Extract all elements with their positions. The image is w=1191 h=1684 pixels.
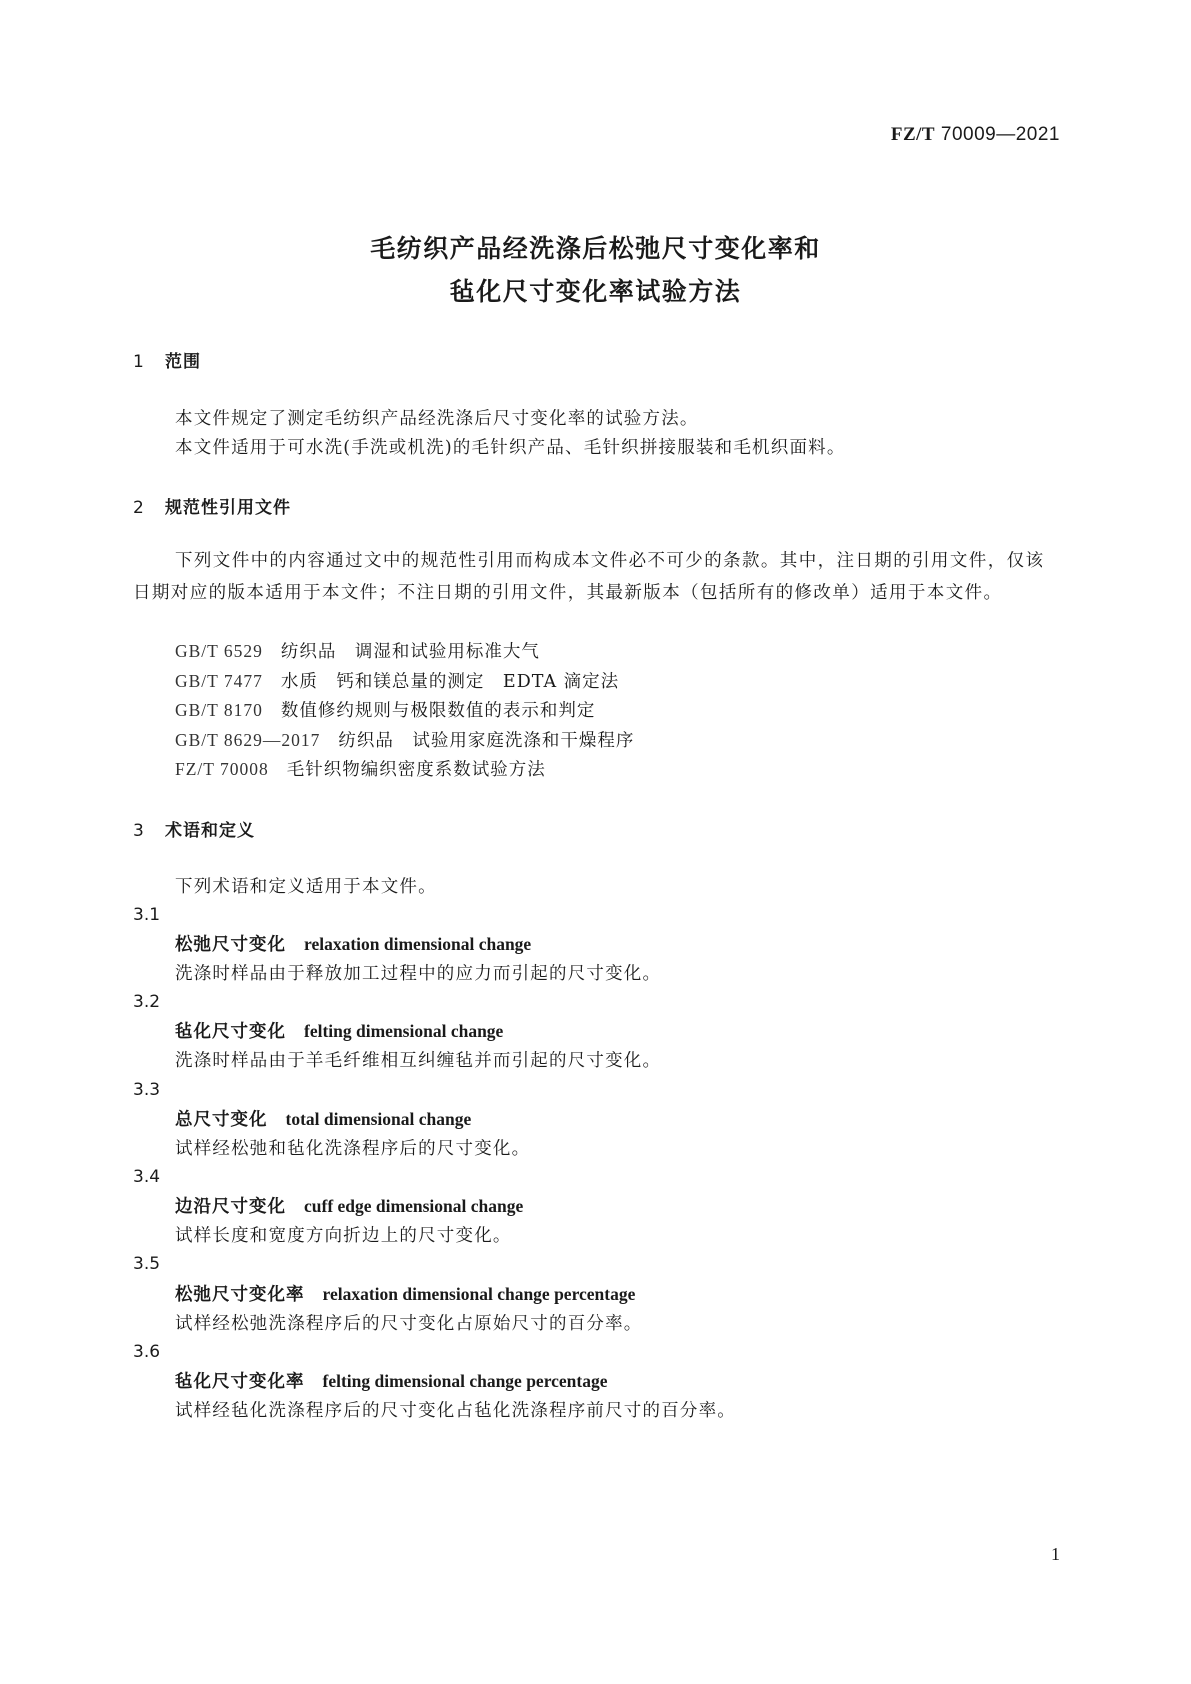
document-title-line-2: 毡化尺寸变化率试验方法 bbox=[449, 277, 742, 306]
term-name-en: total dimensional change bbox=[285, 1109, 472, 1129]
reference-code: GB/T 7477 bbox=[175, 671, 263, 691]
term-name-zh: 毡化尺寸变化 bbox=[175, 1022, 286, 1042]
term-name bbox=[175, 1281, 635, 1306]
reference-title: 纺织品 调湿和试验用标准大气 bbox=[280, 642, 540, 662]
reference-title: 纺织品 试验用家庭洗涤和干燥程序 bbox=[338, 731, 635, 751]
term-name-zh: 松弛尺寸变化 bbox=[175, 935, 286, 955]
reference-item bbox=[175, 756, 546, 781]
reference-code: GB/T 6529 bbox=[175, 641, 263, 661]
reference-title: 水质 钙和镁总量的测定 EDTA 滴定法 bbox=[280, 672, 620, 692]
standard-code-number: 70009—2021 bbox=[940, 124, 1060, 145]
reference-code: GB/T 8629—2017 bbox=[175, 730, 321, 750]
section-title: 术语和定义 bbox=[165, 821, 255, 841]
term-name bbox=[175, 1368, 608, 1393]
reference-title: 数值修约规则与极限数值的表示和判定 bbox=[280, 701, 596, 721]
term-name bbox=[175, 1193, 523, 1218]
term-name-en: relaxation dimensional change percentage bbox=[322, 1284, 636, 1304]
reference-item bbox=[175, 668, 619, 693]
terms-intro: 下列术语和定义适用于本文件。 bbox=[175, 877, 437, 897]
term-name bbox=[175, 1018, 503, 1043]
term-name bbox=[175, 931, 531, 956]
section-3-heading bbox=[133, 816, 255, 841]
document-title-line-1: 毛纺织产品经洗涤后松弛尺寸变化率和 bbox=[370, 234, 821, 263]
references-intro: 下列文件中的内容通过文中的规范性引用而构成本文件必不可少的条款。其中，注日期的引用文件，仅该日期对应的版本适用于本文件；不注日期的引用文件，其最新版本（包括所有的修改单）适用于本文件。 bbox=[133, 551, 1045, 603]
term-name bbox=[175, 1106, 471, 1131]
term-name-zh: 毡化尺寸变化率 bbox=[175, 1372, 305, 1392]
reference-code: FZ/T 70008 bbox=[175, 759, 269, 779]
term-definition: 试样长度和宽度方向折边上的尺寸变化。 bbox=[175, 1226, 512, 1246]
reference-item bbox=[175, 638, 540, 663]
term-definition: 试样经松弛洗涤程序后的尺寸变化占原始尺寸的百分率。 bbox=[175, 1314, 643, 1334]
standard-code-prefix: FZ/T bbox=[890, 124, 936, 145]
term-name-en: cuff edge dimensional change bbox=[304, 1196, 524, 1216]
term-definition: 洗涤时样品由于羊毛纤维相互纠缠毡并而引起的尺寸变化。 bbox=[175, 1051, 662, 1071]
section-number: 1 bbox=[133, 352, 145, 372]
term-number: 3.4 bbox=[133, 1167, 161, 1187]
term-name-zh: 总尺寸变化 bbox=[175, 1110, 268, 1130]
scope-paragraph-2: 本文件适用于可水洗(手洗或机洗)的毛针织产品、毛针织拼接服装和毛机织面料。 bbox=[175, 438, 846, 458]
term-number: 3.6 bbox=[133, 1342, 161, 1362]
term-number: 3.2 bbox=[133, 992, 161, 1012]
term-definition: 试样经毡化洗涤程序后的尺寸变化占毡化洗涤程序前尺寸的百分率。 bbox=[175, 1401, 736, 1421]
section-title: 规范性引用文件 bbox=[165, 498, 291, 518]
term-name-zh: 边沿尺寸变化 bbox=[175, 1197, 286, 1217]
term-name-en: felting dimensional change percentage bbox=[322, 1371, 608, 1391]
reference-item bbox=[175, 697, 595, 722]
page-number: 1 bbox=[1051, 1544, 1060, 1564]
reference-item bbox=[175, 727, 634, 752]
reference-code: GB/T 8170 bbox=[175, 700, 263, 720]
section-title: 范围 bbox=[165, 352, 201, 372]
term-name-en: relaxation dimensional change bbox=[304, 934, 532, 954]
term-number: 3.5 bbox=[133, 1254, 161, 1274]
term-definition: 洗涤时样品由于释放加工过程中的应力而引起的尺寸变化。 bbox=[175, 964, 662, 984]
term-number: 3.3 bbox=[133, 1080, 161, 1100]
term-definition: 试样经松弛和毡化洗涤程序后的尺寸变化。 bbox=[175, 1139, 531, 1159]
term-name-en: felting dimensional change bbox=[304, 1021, 504, 1041]
section-number: 3 bbox=[133, 821, 145, 841]
reference-title: 毛针织物编织密度系数试验方法 bbox=[286, 760, 546, 780]
term-number: 3.1 bbox=[133, 905, 161, 925]
term-name-zh: 松弛尺寸变化率 bbox=[175, 1285, 305, 1305]
section-1-heading bbox=[133, 347, 201, 372]
section-number: 2 bbox=[133, 498, 145, 518]
scope-paragraph-1: 本文件规定了测定毛纺织产品经洗涤后尺寸变化率的试验方法。 bbox=[175, 409, 699, 429]
section-2-heading bbox=[133, 493, 291, 518]
standard-code bbox=[891, 124, 1060, 146]
